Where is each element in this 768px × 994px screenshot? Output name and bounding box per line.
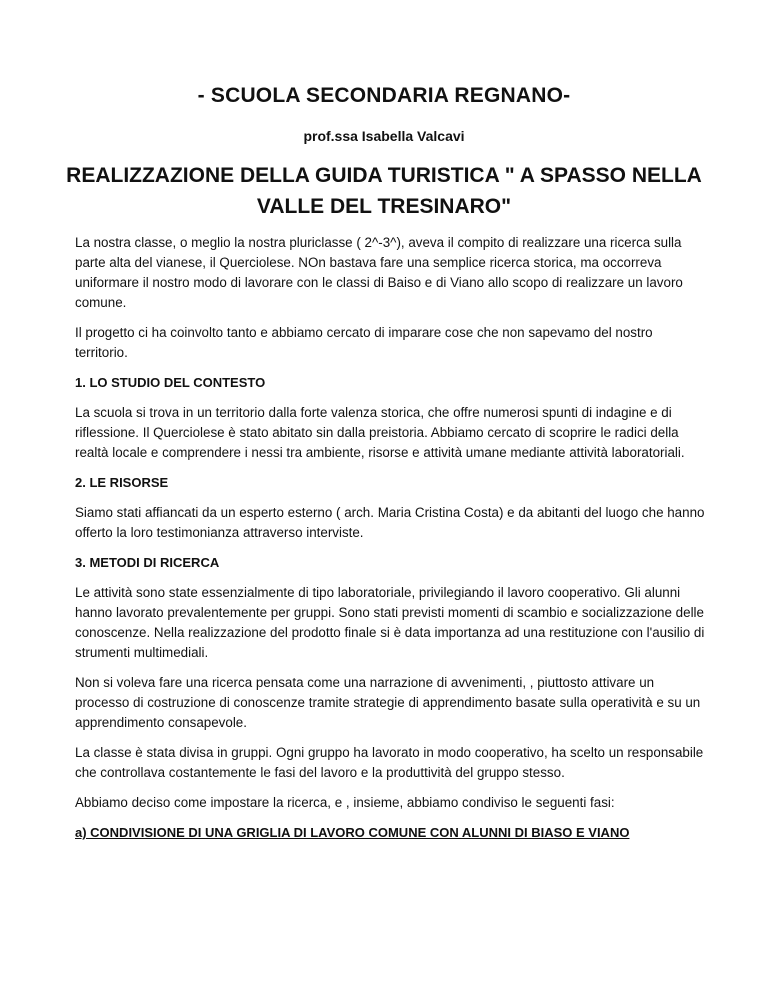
section-3-paragraph-4: Abbiamo deciso come impostare la ricerca, e , insieme, abbiamo condiviso le seguenti fasi: bbox=[75, 795, 615, 810]
section-2-heading: 2. LE RISORSE bbox=[75, 475, 169, 490]
section-3-paragraph-2: Non si voleva fare una ricerca pensata come una narrazione di avvenimenti, , piuttosto attivare un processo di costruzione di conoscenze tramite strategie di apprendimento basate sulla operatività e su un apprendimento consapevole. bbox=[75, 675, 701, 730]
school-heading: - SCUOLA SECONDARIA REGNANO- bbox=[197, 84, 571, 107]
section-3-paragraph-1: Le attività sono state essenzialmente di tipo laboratoriale, privilegiando il lavoro cooperativo. Gli alunni hanno lavorato prevalentemente per gruppi. Sono stati previsti momenti di scambio e socializzazione delle conoscenze. Nella realizzazione del prodotto finale si è data importanza ad una restituzione con l'ausilio di strumenti multimediali. bbox=[75, 585, 705, 660]
intro-paragraph-2: Il progetto ci ha coinvolto tanto e abbiamo cercato di imparare cose che non sapevamo del nostro territorio. bbox=[75, 325, 653, 360]
section-3-paragraph-3: La classe è stata divisa in gruppi. Ogni gruppo ha lavorato in modo cooperativo, ha scelto un responsabile che controllava costantemente le fasi del lavoro e la produttività del gruppo stesso. bbox=[75, 745, 704, 780]
section-1-heading: 1. LO STUDIO DEL CONTESTO bbox=[75, 375, 266, 390]
phase-a-heading: a) CONDIVISIONE DI UNA GRIGLIA DI LAVORO COMUNE CON ALUNNI DI BIASO E VIANO bbox=[75, 825, 630, 840]
section-2-text: Siamo stati affiancati da un esperto esterno ( arch. Maria Cristina Costa) e da abitanti del luogo che hanno offerto la loro testimonianza attraverso interviste. bbox=[75, 505, 705, 540]
section-1-text: La scuola si trova in un territorio dalla forte valenza storica, che offre numerosi spunti di indagine e di riflessione. Il Querciolese è stato abitato sin dalla preistoria. Abbiamo cercato di scoprire le radici della realtà locale e comprendere i nessi tra ambiente, risorse e attività umane mediante attività laboratoriali. bbox=[75, 405, 685, 460]
intro-paragraph-1: La nostra classe, o meglio la nostra pluriclasse ( 2^-3^), aveva il compito di realizzare una ricerca sulla parte alta del vianese, il Querciolese. NOn bastava fare una semplice ricerca storica, ma occorreva uniformare il nostro modo di lavorare con le classi di Baiso e di Viano allo scopo di realizzare un lavoro comune. bbox=[75, 235, 683, 310]
teacher-name: prof.ssa Isabella Valcavi bbox=[303, 128, 465, 144]
section-3-heading: 3. METODI DI RICERCA bbox=[75, 555, 220, 570]
document-body bbox=[75, 233, 705, 843]
document-title: REALIZZAZIONE DELLA GUIDA TURISTICA " A SPASSO NELLA VALLE DEL TRESINARO" bbox=[66, 164, 702, 218]
